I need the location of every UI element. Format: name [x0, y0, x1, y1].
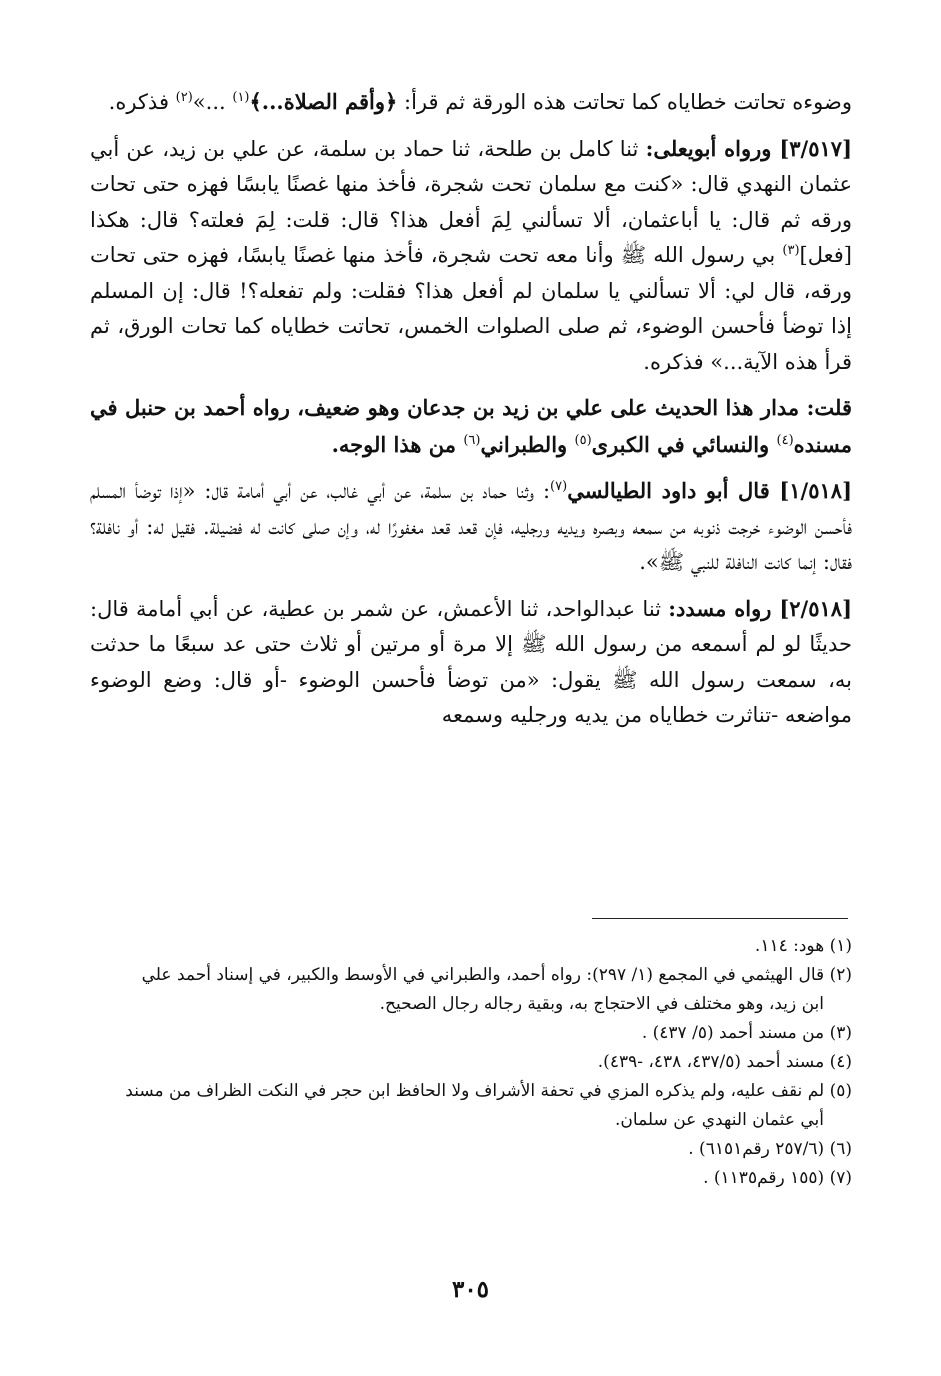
footnote-ref: (٥): [574, 432, 592, 448]
footnote-line: (١) هود: ١١٤.: [754, 936, 852, 956]
footnote-line: (٧) (١٥٥ رقم١١٣٥) .: [703, 1168, 852, 1188]
footnote-ref: (١): [232, 90, 250, 105]
text-run: [١/٥١٨]: [769, 478, 853, 503]
text-run: قال أبو داود الطيالسي: [567, 478, 770, 503]
footnote-ref: (٦): [463, 432, 481, 448]
text-run: ﴿وأقم الصلاة...﴾: [249, 89, 398, 114]
main-text: [90, 84, 852, 744]
paragraph: [90, 131, 852, 381]
footnote: [90, 961, 852, 1019]
text-run: والطبراني: [480, 431, 575, 457]
footnote-line: (٥) لم نقف عليه، ولم يذكره المزي في تحفة الأشراف ولا الحافظ ابن حجر في النكت الظراف من مسند: [125, 1081, 852, 1101]
paragraph: [90, 390, 852, 463]
footnote: [90, 1019, 852, 1048]
text-run: ثنا عبدالواحد، ثنا الأعمش، عن شمر بن عطية، عن أبي أمامة قال: حديثًا لو لم أسمعه من رسول الله ﷺ إلا مرة أو مرتين أو ثلاث حتى عد سبعًا ما حدثت به، سمعت رسول الله ﷺ يقول: «من توضأ فأحسن الوضوء -أو قال: وضع الوضوء مواضعه -تناثرت خطاياه من يديه ورجليه وسمعه: [90, 596, 852, 727]
footnote-separator: [592, 918, 848, 919]
paragraph: [90, 473, 852, 581]
text-run: [٣/٥١٧]: [771, 135, 852, 161]
text-run: ورواه أبويعلى:: [645, 135, 772, 161]
text-run: : وثنا حماد بن سلمة، عن أبي غالب، عن أبي أمامة قال: «إذا توضأ المسلم فأحسن الوضوء خرجت ذنوبه من سمعه وبصره ويديه ورجليه، فإن قعد قعد مغفورًا له، وإن صلى كانت له فضيلة. فقيل له: أو نافلة؟ فقال: إنما كانت النافلة للنبي ﷺ».: [90, 479, 852, 574]
page-number: ٣٠٥: [451, 1276, 490, 1303]
footnote: [90, 1135, 852, 1164]
footnote-line: (٢) قال الهيثمي في المجمع (١/ ٢٩٧): رواه أحمد، والطبراني في الأوسط والكبير، في إسناد أحمد علي: [141, 965, 852, 985]
footnote: [90, 1077, 852, 1135]
footnote-line: (٤) مسند أحمد (٤٣٧/٥، ٤٣٨، -٤٣٩).: [597, 1052, 852, 1072]
footnote-ref: (٧): [550, 479, 568, 494]
text-run: بي رسول الله ﷺ وأنا معه تحت شجرة، فأخذ منها غصنًا يابسًا، فهزه حتى تحات ورقه، قال لي: ألا تسألني يا سلمان لم أفعل هذا؟ فقلت: ولم تفعله؟! قال: إن المسلم إذا توضأ فأحسن الوضوء، ثم صلى الصلوات الخمس، تحاتت خطاياه كما تحات الورق، ثم قرأ هذه الآية...» فذكره.: [90, 243, 852, 374]
paragraph: [90, 591, 852, 734]
footnote: [90, 932, 852, 961]
text-run: رواه مسدد:: [668, 595, 772, 621]
text-run: والنسائي في الكبرى: [591, 431, 777, 457]
text-run: وضوءه تحاتت خطاياه كما تحاتت هذه الورقة ثم قرأ:: [397, 90, 852, 114]
text-run: ...»: [192, 90, 233, 114]
footnotes: [90, 932, 852, 1193]
text-run: ثنا كامل بن طلحة، ثنا حماد بن سلمة، عن علي بن زيد، عن أبي عثمان النهدي قال: «كنت مع سلمان تحت شجرة، فأخذ منها غصنًا يابسًا فهزه حتى تحات ورقه ثم قال: يا أباعثمان، ألا تسألني لِمَ أفعل هذا؟ قال: قلت: لِمَ فعلته؟ قال: هكذا [فعل]: [90, 136, 852, 267]
footnote-line: (٣) من مسند أحمد (٥/ ٤٣٧) .: [641, 1023, 852, 1043]
footnote-ref: (٤): [776, 432, 794, 448]
footnote: [90, 1164, 852, 1193]
footnote-line: (٦) (٢٥٧/٦ رقم٦١٥١) .: [688, 1139, 852, 1159]
footnote-ref: (٣): [782, 243, 800, 258]
text-run: من هذا الوجه.: [331, 431, 464, 457]
footnote-ref: (٢): [175, 90, 193, 105]
paragraph: [90, 84, 852, 121]
text-run: قلت: مدار هذا الحديث على علي بن زيد بن جدعان وهو ضعيف، رواه أحمد بن حنبل في مسنده: [90, 395, 852, 457]
footnote-line: أبي عثمان النهدي عن سلمان.: [615, 1110, 824, 1130]
footnote: [90, 1048, 852, 1077]
text-run: فذكره.: [108, 90, 176, 114]
text-run: [٢/٥١٨]: [771, 595, 852, 621]
footnote-line: ابن زيد، وهو مختلف في الاحتجاج به، وبقية رجاله رجال الصحيح.: [379, 994, 824, 1014]
